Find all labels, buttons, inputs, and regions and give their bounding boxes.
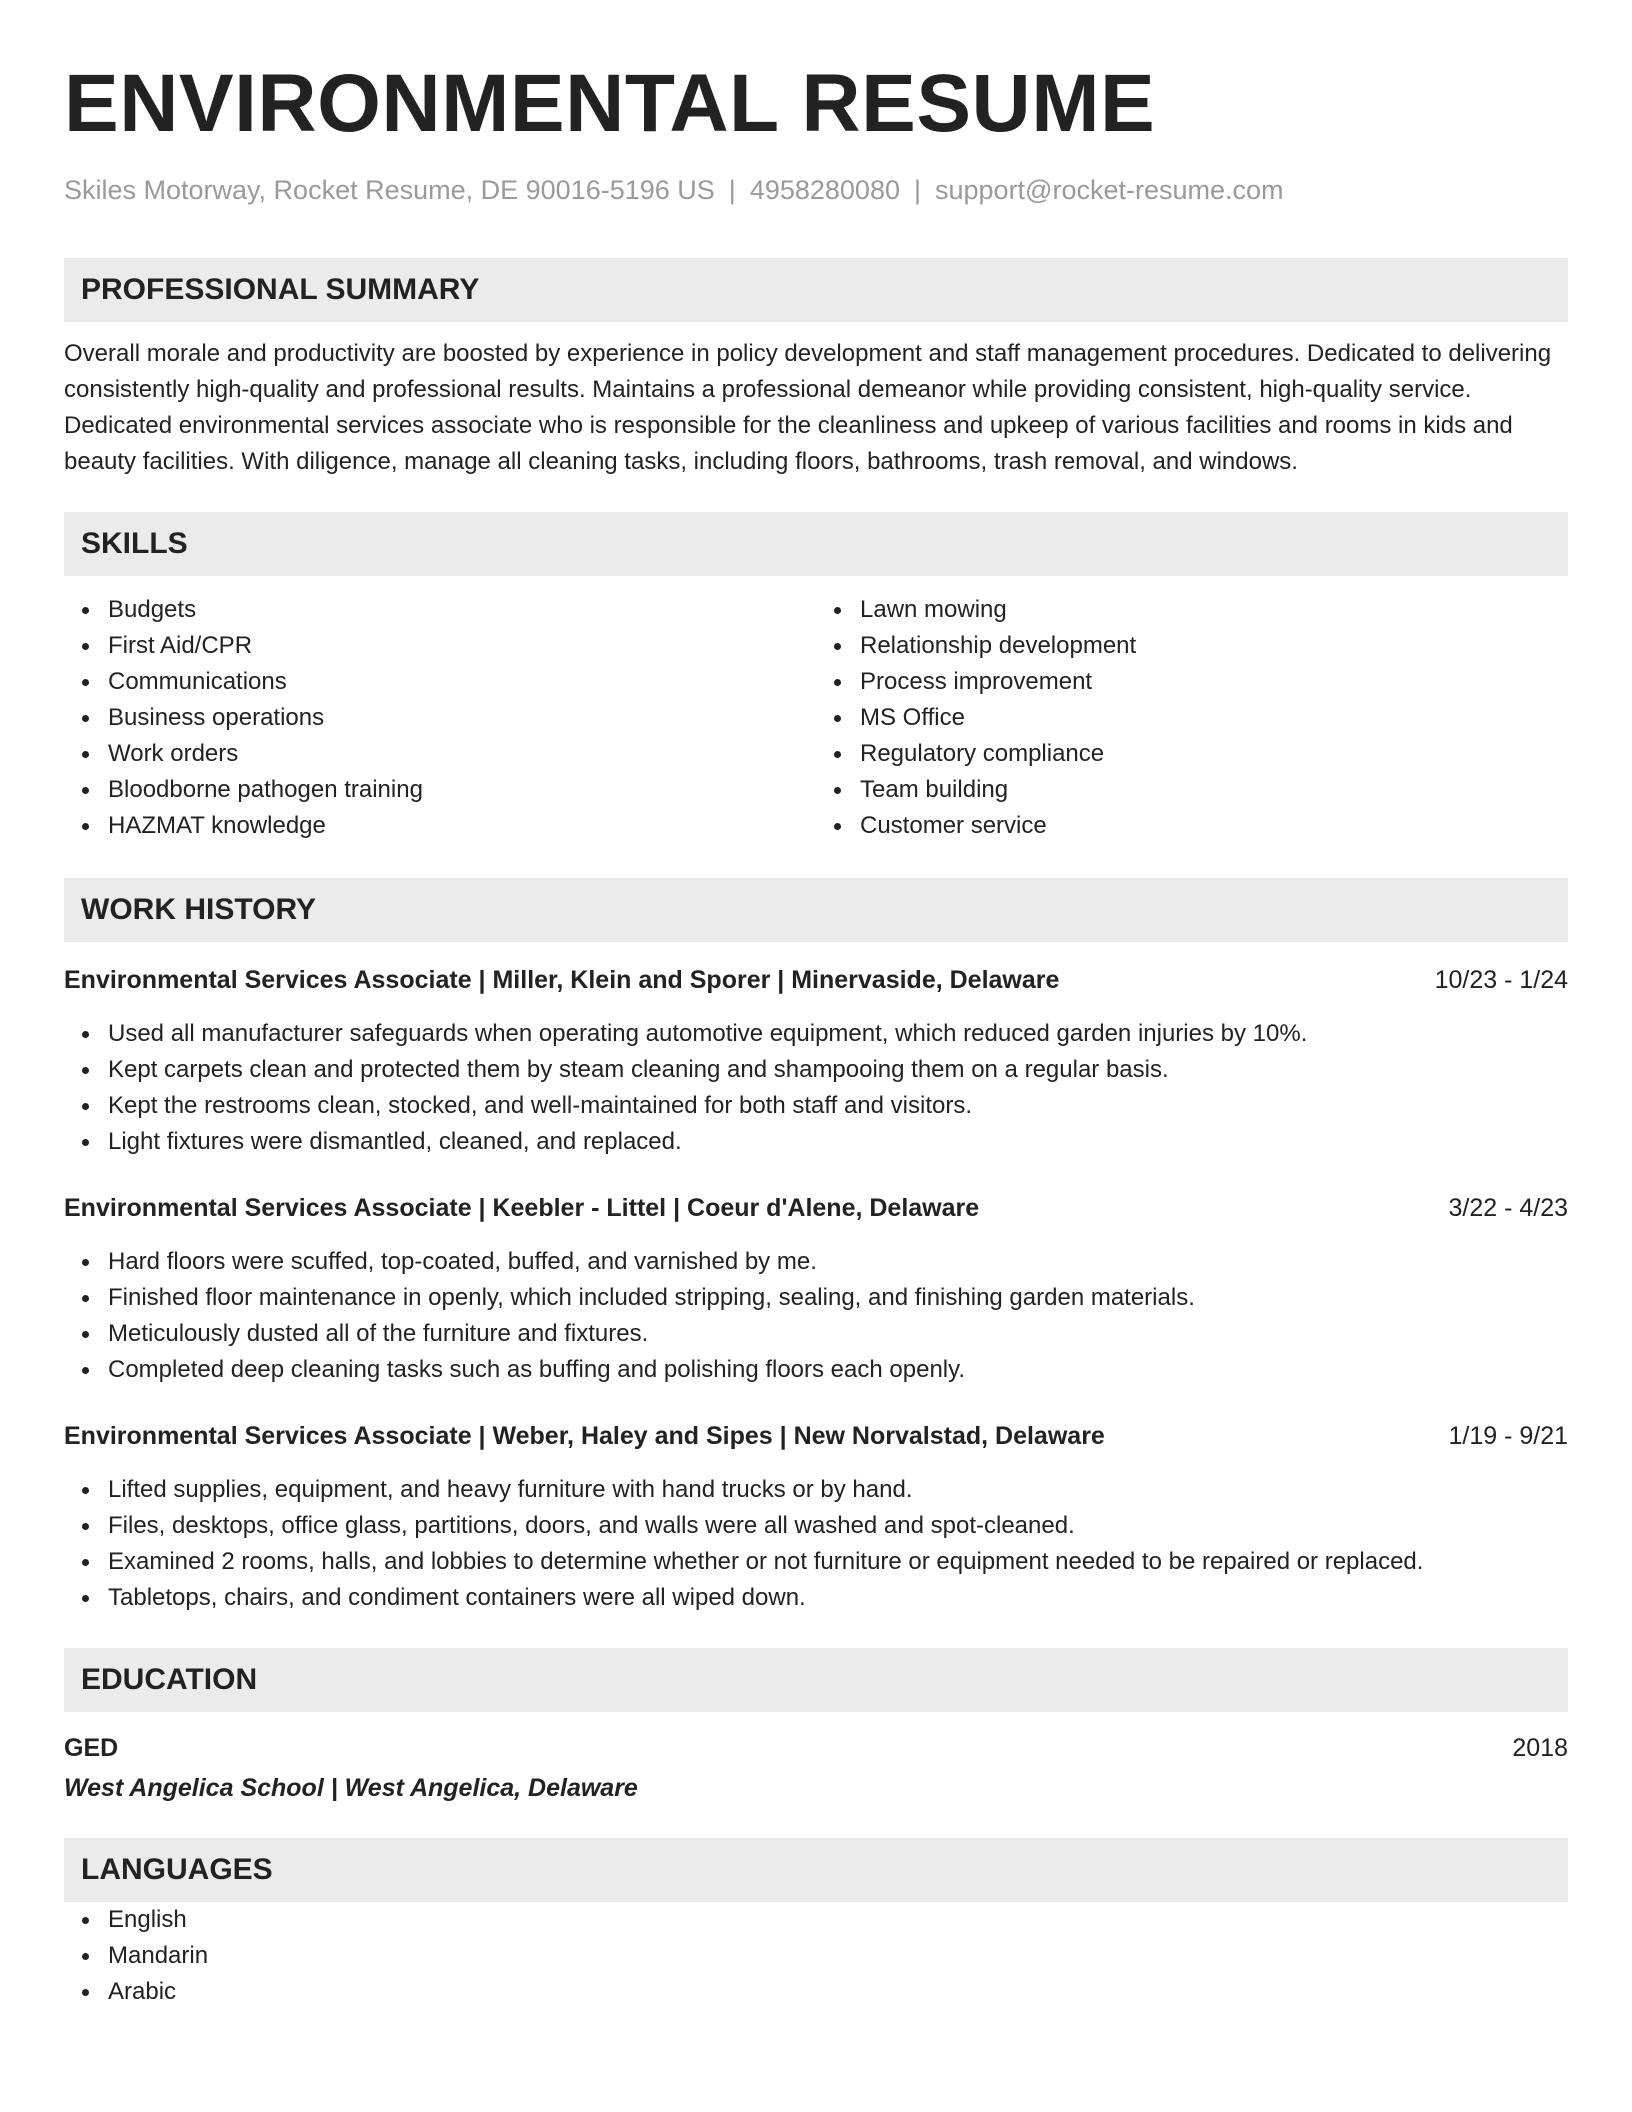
skill-item: Lawn mowing <box>860 592 1568 628</box>
job-title: Environmental Services Associate | Weber, Haley and Sipes | New Norvalstad, Delaware <box>64 1422 1105 1450</box>
skill-item: Process improvement <box>860 664 1568 700</box>
job-bullet: Kept carpets clean and protected them by steam cleaning and shampooing them on a regular basis. <box>108 1052 1568 1088</box>
language-item: Mandarin <box>108 1938 1568 1974</box>
education-school: West Angelica School | West Angelica, Delaware <box>64 1774 638 1802</box>
job-title: Environmental Services Associate | Keebler - Littel | Coeur d'Alene, Delaware <box>64 1194 980 1222</box>
education-header <box>64 1730 1568 1766</box>
job-bullets <box>64 1472 1568 1616</box>
education-degree: GED <box>64 1734 119 1762</box>
languages-list <box>64 1902 1568 2010</box>
job-bullets <box>64 1244 1568 1388</box>
job-date: 10/23 - 1/24 <box>1434 966 1568 994</box>
skill-item: Bloodborne pathogen training <box>108 772 816 808</box>
skill-item: Communications <box>108 664 816 700</box>
section-header-skills: SKILLS <box>64 512 1568 576</box>
job-bullet: Light fixtures were dismantled, cleaned, and replaced. <box>108 1124 1568 1160</box>
job-bullet: Finished floor maintenance in openly, which included stripping, sealing, and finishing garden materials. <box>108 1280 1568 1316</box>
job-bullet: Used all manufacturer safeguards when operating automotive equipment, which reduced garden injuries by 10%. <box>108 1016 1568 1052</box>
section-header-summary: PROFESSIONAL SUMMARY <box>64 258 1568 322</box>
job-entry <box>64 1190 1568 1388</box>
job-header <box>64 1418 1568 1454</box>
job-title: Environmental Services Associate | Miller, Klein and Sporer | Minervaside, Delaware <box>64 966 1060 994</box>
skill-item: Customer service <box>860 808 1568 844</box>
skill-item: HAZMAT knowledge <box>108 808 816 844</box>
section-header-work-history: WORK HISTORY <box>64 878 1568 942</box>
summary-text: Overall morale and productivity are boosted by experience in policy development and staff management procedures. Dedicated to delivering consistently high-quality and professional results. Maintains a professional demeanor while providing consistent, high-quality service. Dedicated environmental services associate who is responsible for the cleanliness and upkeep of various facilities and rooms in kids and beauty facilities. With diligence, manage all cleaning tasks, including floors, bathrooms, trash removal, and windows. <box>64 340 1552 475</box>
language-item: English <box>108 1902 1568 1938</box>
section-header-education: EDUCATION <box>64 1648 1568 1712</box>
skills-column-left <box>64 592 816 844</box>
skill-item: MS Office <box>860 700 1568 736</box>
job-entry <box>64 962 1568 1160</box>
job-entry <box>64 1418 1568 1616</box>
job-bullet: Hard floors were scuffed, top-coated, buffed, and varnished by me. <box>108 1244 1568 1280</box>
skill-item: Budgets <box>108 592 816 628</box>
skill-item: First Aid/CPR <box>108 628 816 664</box>
job-bullet: Kept the restrooms clean, stocked, and well-maintained for both staff and visitors. <box>108 1088 1568 1124</box>
job-bullet: Tabletops, chairs, and condiment containers were all wiped down. <box>108 1580 1568 1616</box>
job-bullet: Files, desktops, office glass, partitions, doors, and walls were all washed and spot-cleaned. <box>108 1508 1568 1544</box>
job-header <box>64 962 1568 998</box>
contact-separator: | <box>728 175 736 205</box>
skills-column-right <box>816 592 1568 844</box>
job-bullet: Lifted supplies, equipment, and heavy furniture with hand trucks or by hand. <box>108 1472 1568 1508</box>
job-bullet: Meticulously dusted all of the furniture and fixtures. <box>108 1316 1568 1352</box>
education-year: 2018 <box>1512 1734 1568 1762</box>
contact-line <box>64 172 1568 208</box>
skill-item: Regulatory compliance <box>860 736 1568 772</box>
job-date: 3/22 - 4/23 <box>1448 1194 1568 1222</box>
job-date: 1/19 - 9/21 <box>1448 1422 1568 1450</box>
job-bullet: Examined 2 rooms, halls, and lobbies to determine whether or not furniture or equipment needed to be repaired or replaced. <box>108 1544 1568 1580</box>
education-entry <box>64 1730 1568 1806</box>
job-bullet: Completed deep cleaning tasks such as buffing and polishing floors each openly. <box>108 1352 1568 1388</box>
skill-item: Relationship development <box>860 628 1568 664</box>
skill-item: Work orders <box>108 736 816 772</box>
contact-email: support@rocket-resume.com <box>935 175 1284 205</box>
job-header <box>64 1190 1568 1226</box>
skills-list <box>64 592 1568 844</box>
section-header-languages: LANGUAGES <box>64 1838 1568 1902</box>
contact-address: Skiles Motorway, Rocket Resume, DE 90016-5196 US <box>64 175 715 205</box>
skill-item: Team building <box>860 772 1568 808</box>
skill-item: Business operations <box>108 700 816 736</box>
contact-separator: | <box>913 175 921 205</box>
contact-phone: 4958280080 <box>749 175 900 205</box>
job-bullets <box>64 1016 1568 1160</box>
resume-title: ENVIRONMENTAL RESUME <box>64 58 1156 149</box>
language-item: Arabic <box>108 1974 1568 2010</box>
